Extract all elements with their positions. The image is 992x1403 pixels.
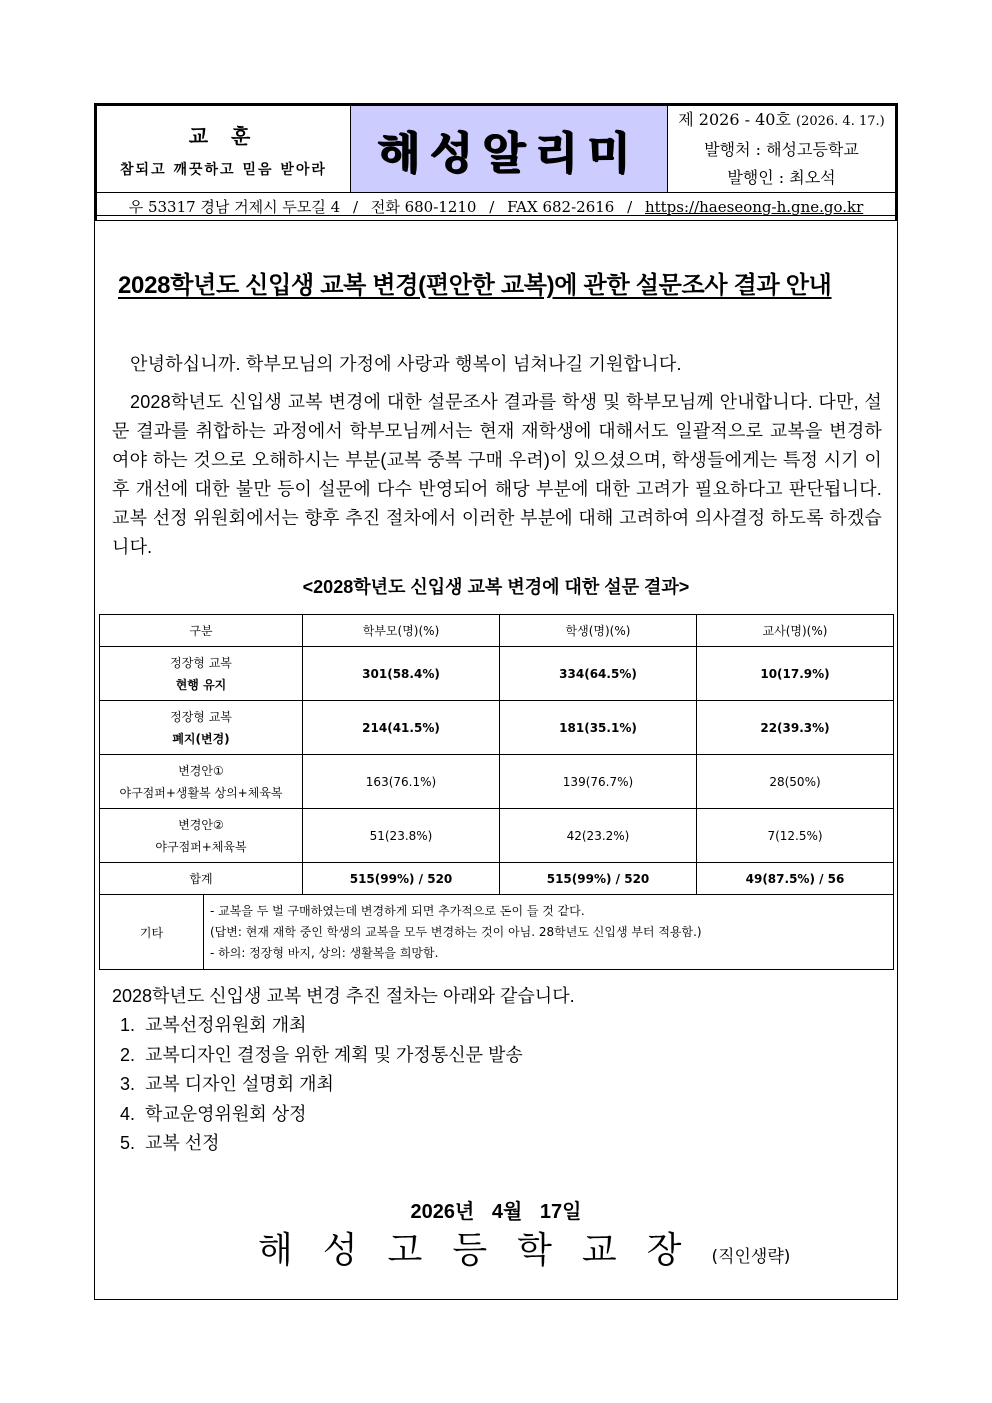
col-header-teachers: 교사(명)(%) (697, 615, 894, 647)
issue-number: 제 2026 - 40호 (678, 110, 791, 129)
cell-teachers: 28(50%) (697, 755, 894, 809)
note-line: - 교복을 두 벌 구매하였는데 변경하게 되면 추가적으로 돈이 들 것 같다. (210, 903, 585, 918)
cell-students: 42(23.2%) (500, 809, 697, 863)
col-header-category: 구분 (100, 615, 303, 647)
notes-content (204, 895, 894, 970)
step-number: 2. (120, 1044, 136, 1065)
row-label (100, 755, 303, 809)
table-caption: <2028학년도 신입생 교복 변경에 대한 설문 결과> (302, 577, 690, 597)
table-row (100, 647, 894, 701)
publisher: 발행처 : 해성고등학교 (704, 140, 859, 159)
list-item (120, 1129, 523, 1159)
principal-signature (258, 1222, 790, 1273)
cell-parents: 301(58.4%) (303, 647, 500, 701)
note-line: (답변: 현재 재학 중인 학생의 교복을 모두 변경하는 것이 아님. 28학년도 신입생 부터 적용함.) (210, 924, 702, 939)
issuer: 발행인 : 최오석 (727, 168, 836, 187)
cell-teachers: 22(39.3%) (697, 701, 894, 755)
fax-number: FAX 682-2616 (507, 198, 615, 216)
issue-date-footer: 2026년 4월 17일 (410, 1201, 582, 1223)
row-label (100, 809, 303, 863)
separator: / (352, 198, 359, 216)
principal-title: 해성고등학교장 (258, 1230, 712, 1271)
cell-parents: 51(23.8%) (303, 809, 500, 863)
col-header-parents: 학부모(명)(%) (303, 615, 500, 647)
list-item (120, 1041, 523, 1071)
step-number: 4. (120, 1103, 136, 1124)
cell-students: 181(35.1%) (500, 701, 697, 755)
step-text: 교복 디자인 설명회 개최 (145, 1074, 334, 1094)
row-label (100, 647, 303, 701)
seal-note: (직인생략) (711, 1247, 791, 1267)
motto-text: 참되고 깨끗하고 믿음 받아라 (120, 161, 327, 178)
cell-teachers: 7(12.5%) (697, 809, 894, 863)
list-item (120, 1011, 523, 1041)
table-row (100, 809, 894, 863)
survey-results-table (99, 614, 894, 970)
col-header-students: 학생(명)(%) (500, 615, 697, 647)
newsletter-brand-cell (351, 105, 668, 193)
step-text: 교복 선정 (145, 1133, 220, 1153)
step-number: 1. (120, 1015, 136, 1035)
row-label-line1: 정장형 교복 (170, 655, 232, 670)
page-title: 2028학년도 신입생 교복 변경(편안한 교복)에 관한 설문조사 결과 안내 (118, 272, 832, 299)
row-label-line1: 변경안② (178, 817, 224, 832)
row-label-line2: 야구점퍼+체육복 (155, 839, 247, 854)
total-parents: 515(99%) / 520 (303, 863, 500, 895)
list-item (120, 1100, 523, 1130)
cell-students: 139(76.7%) (500, 755, 697, 809)
row-label-line2: 폐지(변경) (172, 731, 230, 746)
cell-parents: 163(76.1%) (303, 755, 500, 809)
procedure-steps-list (120, 1011, 523, 1159)
motto-title: 교 훈 (188, 123, 259, 148)
total-label: 합계 (100, 863, 303, 895)
notes-row (100, 895, 894, 970)
notes-label: 기타 (100, 895, 204, 970)
step-text: 교복선정위원회 개최 (145, 1015, 307, 1035)
row-label-line2: 현행 유지 (175, 677, 227, 692)
total-row (100, 863, 894, 895)
table-row (100, 701, 894, 755)
total-students: 515(99%) / 520 (500, 863, 697, 895)
cell-students: 334(64.5%) (500, 647, 697, 701)
cell-teachers: 10(17.9%) (697, 647, 894, 701)
separator: / (627, 198, 633, 216)
table-row (100, 755, 894, 809)
cell-parents: 214(41.5%) (303, 701, 500, 755)
school-website-link[interactable]: https://haeseong-h.gne.go.kr (644, 198, 864, 216)
step-text: 교복디자인 결정을 위한 계획 및 가정통신문 발송 (145, 1044, 523, 1065)
total-teachers: 49(87.5%) / 56 (697, 863, 894, 895)
row-label-line1: 변경안① (178, 763, 224, 778)
issue-date: (2026. 4. 17.) (796, 114, 885, 129)
row-label-line2: 야구점퍼+생활복 상의+체육복 (119, 785, 283, 800)
issue-number-line (668, 106, 895, 136)
school-motto-cell (96, 105, 351, 193)
phone-number: 전화 680-1210 (370, 198, 477, 216)
row-label-line1: 정장형 교복 (170, 709, 232, 724)
steps-intro: 2028학년도 신입생 교복 변경 추진 절차는 아래와 같습니다. (112, 986, 575, 1006)
newsletter-brand-title: 해성알리미 (377, 128, 641, 179)
greeting-text: 안녕하십니까. 학부모님의 가정에 사랑과 행복이 넘쳐나길 기원합니다. (130, 354, 682, 374)
newsletter-header (94, 103, 898, 221)
separator: / (489, 198, 495, 216)
list-item (120, 1070, 523, 1100)
step-text: 학교운영위원회 상정 (145, 1103, 307, 1124)
step-number: 3. (120, 1074, 136, 1094)
row-label (100, 701, 303, 755)
postal-address: 우 53317 경남 거제시 두모길 4 (128, 198, 341, 216)
note-line: - 하의: 정장형 바지, 상의: 생활복을 희망함. (210, 945, 439, 960)
intro-paragraph: 2028학년도 신입생 교복 변경에 대한 설문조사 결과를 학생 및 학부모님께 안내합니다. 다만, 설문 결과를 취합하는 과정에서 학부모님께서는 현재 재학생에 대해서도 일괄적으로 교복을 변경하여야 하는 것으로 오해하시는 부분(교복 중복 구매 우려)이 있으셨으며, 학생들에게는 특정 시기 이후 개선에 대한 불만 등이 설문에 다수 반영되어 해당 부분에 대한 고려가 필요하다고 판단됩니다. 교복 선정 위원회에서는 향후 추진 절차에서 이러한 부분에 대해 고려하여 의사결정 하도록 하겠습니다. (112, 392, 882, 557)
issue-info-cell (668, 105, 897, 193)
step-number: 5. (120, 1133, 136, 1153)
